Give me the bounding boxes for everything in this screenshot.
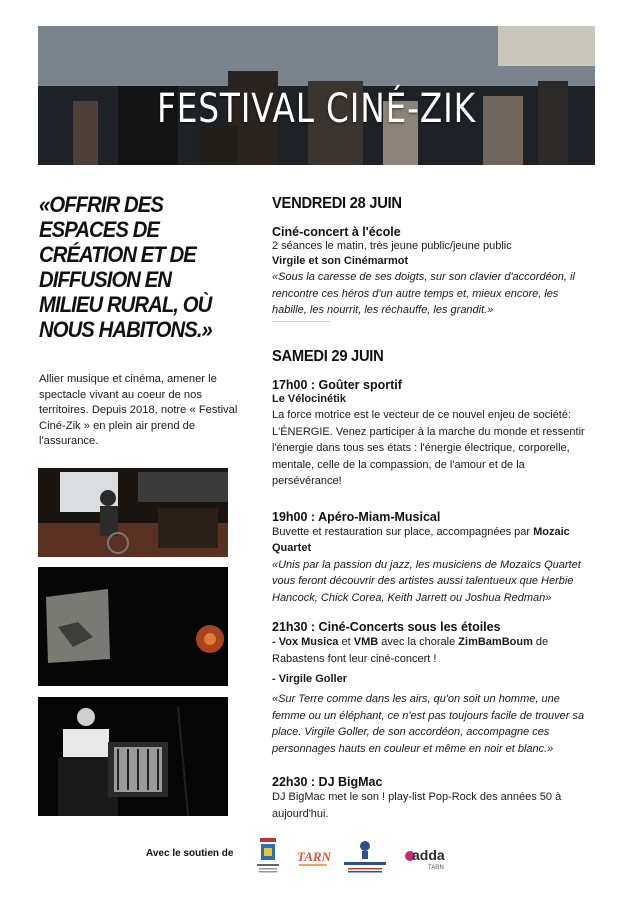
lineup-text: de Rabastens font leur ciné-concert ! bbox=[272, 636, 549, 665]
event-artist: Le Vélocinétik bbox=[272, 393, 346, 405]
logo-tarn bbox=[297, 848, 331, 875]
event-quote: «Unis par la passion du jazz, les musiciens de Mozaïcs Quartet vous feront découvrir des artistes aussi talentueux que Herbie Hancock, Chick Corea, Keith Jarrett ou Joshua Redman» bbox=[272, 558, 581, 604]
event-cine-concerts bbox=[272, 620, 592, 757]
event-body-text: Buvette et restauration sur place, accompagnées par bbox=[272, 525, 534, 538]
saturday-heading: SAMEDI 29 JUIN bbox=[272, 348, 384, 365]
logo-adda-sub: TARN bbox=[428, 865, 444, 871]
friday-heading: VENDREDI 28 JUIN bbox=[272, 195, 402, 212]
event-body: DJ BigMac met le son ! play-list Pop-Rock des années 50 à aujourd'hui. bbox=[272, 791, 562, 820]
festival-banner bbox=[38, 26, 595, 165]
event-title: 22h30 : DJ BigMac bbox=[272, 775, 383, 789]
festival-title: FESTIVAL CINÉ-ZIK bbox=[157, 86, 476, 132]
event-dj bbox=[272, 775, 592, 822]
artist-zimbamboum: ZimBamBoum bbox=[458, 636, 533, 648]
saturday-section bbox=[272, 348, 592, 822]
friday-event-title: Ciné-concert à l'école bbox=[272, 225, 401, 239]
event-apero bbox=[272, 510, 592, 607]
event-body bbox=[272, 524, 592, 557]
event-artist: - Virgile Goller bbox=[272, 673, 347, 685]
logo-departement-tarn bbox=[255, 838, 281, 883]
lineup-text: avec la chorale bbox=[378, 636, 459, 648]
divider bbox=[272, 321, 330, 322]
friday-quote: «Sous la caresse de ses doigts, sur son clavier d'accordéon, il rencontre ces héros d'un autre temps et, mieux encore, les habille, les nourrit, les réchauffe, les grandit.» bbox=[272, 271, 575, 316]
event-body-artist: Mozaic Quartet bbox=[272, 525, 570, 554]
artist-vox-musica: - Vox Musica bbox=[272, 636, 339, 648]
logo-adda-text: adda bbox=[412, 847, 445, 863]
event-title: 19h00 : Apéro-Miam-Musical bbox=[272, 509, 441, 524]
event-lineup bbox=[272, 634, 592, 667]
photo-projection-dark bbox=[38, 567, 228, 686]
friday-artist: Virgile et son Cinémarmot bbox=[272, 255, 409, 267]
event-title: 21h30 : Ciné-Concerts sous les étoiles bbox=[272, 620, 501, 634]
event-body: La force motrice est le vecteur de ce nouvel enjeu de société: L'ÉNERGIE. Venez participer à la marche du monde et ressentir l'énergie dans tous ses états : l'énergie électrique, corporelle, mentale, celle de la compassion, de l'amour et de la persévérance! bbox=[272, 409, 585, 487]
friday-section bbox=[272, 195, 592, 319]
photo-cinema-outdoor bbox=[38, 468, 228, 557]
friday-event-sub: 2 séances le matin, très jeune public/jeune public bbox=[272, 240, 512, 252]
event-title: 17h00 : Goûter sportif bbox=[272, 378, 402, 392]
event-quote: «Sur Terre comme dans les airs, qu'on soit un homme, une femme ou un éléphant, ce n'est pas toujours facile de trouver sa place. Virgile Goller, de son accordéon, accompagne ces personnages hauts en couleur et même en noir et blanc.» bbox=[272, 693, 585, 755]
intro-text: Allier musique et cinéma, amener le spectacle vivant au coeur de nos territoires. Depuis 2018, notre « Festival Ciné-Zik » en plein air prend de l'assurance. bbox=[39, 373, 238, 447]
mission-quote: «OFFRIR DES ESPACES DE CRÉATION ET DE DIFFUSION EN MILIEU RURAL, OÙ NOUS HABITONS.» bbox=[39, 192, 212, 342]
photo-accordion-player bbox=[38, 697, 228, 816]
event-gouter bbox=[272, 378, 592, 490]
artist-vmb: VMB bbox=[353, 636, 379, 648]
logo-region bbox=[342, 838, 388, 883]
lineup-text: et bbox=[338, 636, 354, 648]
logo-adda-tarn bbox=[404, 846, 450, 877]
logo-tarn-text: TARN bbox=[297, 849, 331, 864]
sponsors-label: Avec le soutien de bbox=[146, 848, 234, 859]
